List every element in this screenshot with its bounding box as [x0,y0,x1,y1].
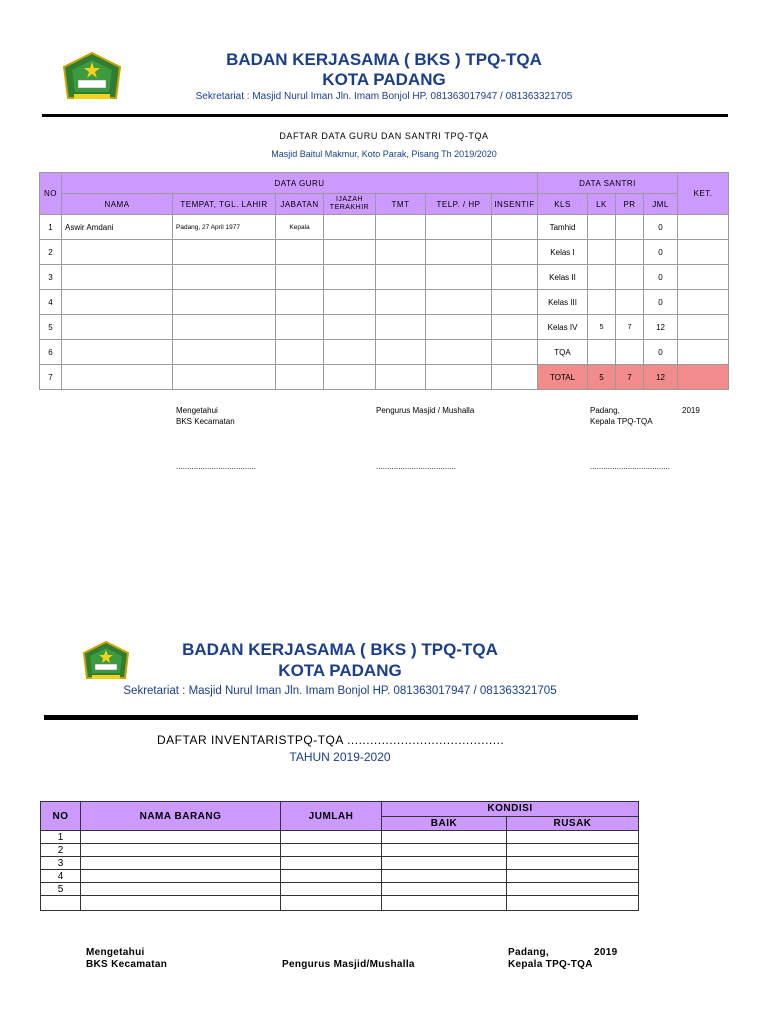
cell-baik [382,896,507,911]
cell-total-ket [678,365,729,390]
sign-mid-bottom: Pengurus Masjid/Mushalla [282,959,415,970]
guru-santri-table [39,172,729,390]
cell-jml: 0 [644,340,678,365]
sign-right-place: Padang, [590,406,620,415]
cell-insentif [492,315,538,340]
table-row [40,215,729,240]
cell-no [41,896,81,911]
cell-kls: Kelas IV [538,315,588,340]
cell-nama-barang [81,896,281,911]
cell-jumlah [281,883,382,896]
header-jml: JML [644,194,678,215]
cell-lk: 5 [588,315,616,340]
table-row [40,290,729,315]
cell-no: 3 [41,857,81,870]
sign-right-bottom [508,947,638,971]
header-ijazah-line1: IJAZAH [335,196,364,203]
cell-nama [62,240,173,265]
cell-ijazah [324,215,376,240]
header-data-guru: DATA GURU [62,173,538,194]
sign-right-top [590,405,710,427]
cell-ijazah [324,265,376,290]
cell-lk [588,215,616,240]
table-row [41,883,639,896]
cell-jabatan [276,315,324,340]
table-row [41,844,639,857]
cell-lk [588,290,616,315]
cell-kls: Kelas III [538,290,588,315]
cell-ket [678,340,729,365]
cell-telp [426,240,492,265]
cell-kls: Kelas I [538,240,588,265]
cell-nama-barang [81,883,281,896]
sign-left-line2: BKS Kecamatan [176,417,235,426]
city-title-bottom: KOTA PADANG [278,661,402,680]
secretariat-bottom: Sekretariat : Masjid Nurul Iman Jln. Imam Bonjol HP. 081363017947 / 081363321705 [123,685,557,697]
year-bottom: TAHUN 2019-2020 [289,750,391,764]
cell-no: 1 [41,831,81,844]
table-row [40,265,729,290]
cell-nama-barang [81,857,281,870]
header-nama-barang: NAMA BARANG [81,802,281,831]
cell-ttl [173,340,276,365]
cell-jabatan: Kepala [276,215,324,240]
header-jumlah: JUMLAH [281,802,382,831]
cell-tmt [376,215,426,240]
cell-insentif [492,265,538,290]
cell-rusak [507,870,639,883]
sign-right-line2: Kepala TPQ-TQA [590,417,653,426]
cell-total-lk: 5 [588,365,616,390]
cell-jabatan [276,265,324,290]
cell-pr: 7 [616,315,644,340]
org-title-bottom: BADAN KERJASAMA ( BKS ) TPQ-TQA [182,640,498,659]
cell-baik [382,831,507,844]
cell-kls: TQA [538,340,588,365]
cell-ijazah [324,340,376,365]
cell-tmt [376,265,426,290]
cell-ttl [173,265,276,290]
cell-nama-barang [81,831,281,844]
cell-jabatan [276,365,324,390]
sign-right-year: 2019 [594,947,618,958]
cell-jabatan [276,290,324,315]
table-row [41,857,639,870]
cell-rusak [507,857,639,870]
cell-no: 1 [40,215,62,240]
header-nama: NAMA [62,194,173,215]
inventaris-table [40,801,639,911]
sign-right-year: 2019 [682,406,700,415]
cell-nama [62,265,173,290]
cell-pr [616,265,644,290]
list-title-bottom: DAFTAR INVENTARISTPQ-TQA ......................................... [157,733,505,747]
cell-baik [382,883,507,896]
sign-left-bottom [86,947,167,971]
kemenag-logo-top [60,50,124,106]
table-row-total [40,365,729,390]
header-no: NO [41,802,81,831]
header-rule-top [42,114,728,117]
header-insentif: INSENTIF [492,194,538,215]
cell-baik [382,857,507,870]
cell-total-pr: 7 [616,365,644,390]
cell-jml: 12 [644,315,678,340]
cell-tmt [376,365,426,390]
cell-jml: 0 [644,265,678,290]
secretariat-top: Sekretariat : Masjid Nurul Iman Jln. Imam Bonjol HP. 081363017947 / 081363321705 [195,91,573,102]
cell-ket [678,315,729,340]
cell-nama: Aswir Amdani [62,215,173,240]
cell-jumlah [281,857,382,870]
cell-jumlah [281,831,382,844]
cell-nama-barang [81,870,281,883]
cell-total-label: TOTAL [538,365,588,390]
header-ijazah-line2: TERAKHIR [329,204,370,211]
sign-mid-top: Pengurus Masjid / Mushalla [376,406,475,415]
cell-jabatan [276,340,324,365]
cell-ijazah [324,290,376,315]
cell-rusak [507,896,639,911]
cell-pr [616,240,644,265]
cell-ttl [173,315,276,340]
header-jabatan: JABATAN [276,194,324,215]
header-rule-bottom [44,715,638,720]
cell-no: 5 [40,315,62,340]
sign-left-line1: Mengetahui [176,406,218,415]
cell-kls: Kelas II [538,265,588,290]
cell-ijazah [324,240,376,265]
sign-right-line1 [508,947,638,959]
sign-left-line1: Mengetahui [86,947,145,958]
cell-lk [588,265,616,290]
cell-no: 4 [40,290,62,315]
cell-lk [588,340,616,365]
sign-right-line2: Kepala TPQ-TQA [508,959,593,970]
cell-no: 3 [40,265,62,290]
cell-jml: 0 [644,240,678,265]
cell-nama [62,365,173,390]
cell-ttl [173,240,276,265]
header-pr: PR [616,194,644,215]
header-baik: BAIK [382,816,507,831]
sign-right-place: Padang, [508,947,549,958]
cell-telp [426,290,492,315]
list-subtitle-top: Masjid Baitul Makmur, Koto Parak, Pisang Th 2019/2020 [271,149,497,159]
cell-insentif [492,340,538,365]
header-lk: LK [588,194,616,215]
cell-jabatan [276,240,324,265]
cell-tmt [376,290,426,315]
cell-insentif [492,365,538,390]
header-data-santri: DATA SANTRI [538,173,678,194]
cell-pr [616,340,644,365]
cell-telp [426,215,492,240]
cell-telp [426,265,492,290]
cell-rusak [507,883,639,896]
cell-ttl: Padang, 27 April 1977 [173,215,276,240]
cell-lk [588,240,616,265]
table-row [41,831,639,844]
cell-insentif [492,290,538,315]
table-row [40,240,729,265]
list-title-top: DAFTAR DATA GURU DAN SANTRI TPQ-TQA [279,131,489,141]
header-ttl: TEMPAT, TGL. LAHIR [173,194,276,215]
city-title-top: KOTA PADANG [322,70,446,89]
cell-pr [616,215,644,240]
header-ket: KET. [678,173,729,215]
cell-no: 7 [40,365,62,390]
cell-baik [382,844,507,857]
cell-nama-barang [81,844,281,857]
cell-no: 6 [40,340,62,365]
table-row [41,870,639,883]
cell-ttl [173,365,276,390]
cell-jumlah [281,844,382,857]
cell-tmt [376,340,426,365]
cell-total-jml: 12 [644,365,678,390]
cell-telp [426,340,492,365]
header-kondisi: KONDISI [382,802,639,817]
header-telp: TELP. / HP [426,194,492,215]
sign-line-left: .................................... [176,462,257,471]
cell-ijazah [324,315,376,340]
cell-no: 2 [41,844,81,857]
cell-baik [382,870,507,883]
table-row [40,340,729,365]
cell-jml: 0 [644,215,678,240]
cell-jml: 0 [644,290,678,315]
cell-no: 5 [41,883,81,896]
header-rusak: RUSAK [507,816,639,831]
cell-ket [678,265,729,290]
cell-kls: Tamhid [538,215,588,240]
cell-no: 2 [40,240,62,265]
sign-left-line2: BKS Kecamatan [86,959,168,970]
cell-nama [62,340,173,365]
header-no: NO [40,173,62,215]
sign-line-right: .................................... [590,462,671,471]
header-kls: KLS [538,194,588,215]
sign-left-top [176,405,235,427]
header-ijazah [324,194,376,215]
table-row [40,315,729,340]
table-row [41,896,639,911]
cell-pr [616,290,644,315]
cell-jumlah [281,870,382,883]
cell-insentif [492,240,538,265]
cell-jumlah [281,896,382,911]
cell-telp [426,365,492,390]
cell-ket [678,240,729,265]
header-tmt: TMT [376,194,426,215]
cell-rusak [507,844,639,857]
cell-ket [678,290,729,315]
sign-right-line1 [590,405,710,416]
org-title-top: BADAN KERJASAMA ( BKS ) TPQ-TQA [226,50,542,69]
cell-ket [678,215,729,240]
cell-ttl [173,290,276,315]
cell-insentif [492,215,538,240]
cell-nama [62,290,173,315]
cell-ijazah [324,365,376,390]
cell-telp [426,315,492,340]
cell-nama [62,315,173,340]
cell-tmt [376,240,426,265]
cell-no: 4 [41,870,81,883]
cell-rusak [507,831,639,844]
cell-tmt [376,315,426,340]
sign-line-mid: .................................... [376,462,457,471]
